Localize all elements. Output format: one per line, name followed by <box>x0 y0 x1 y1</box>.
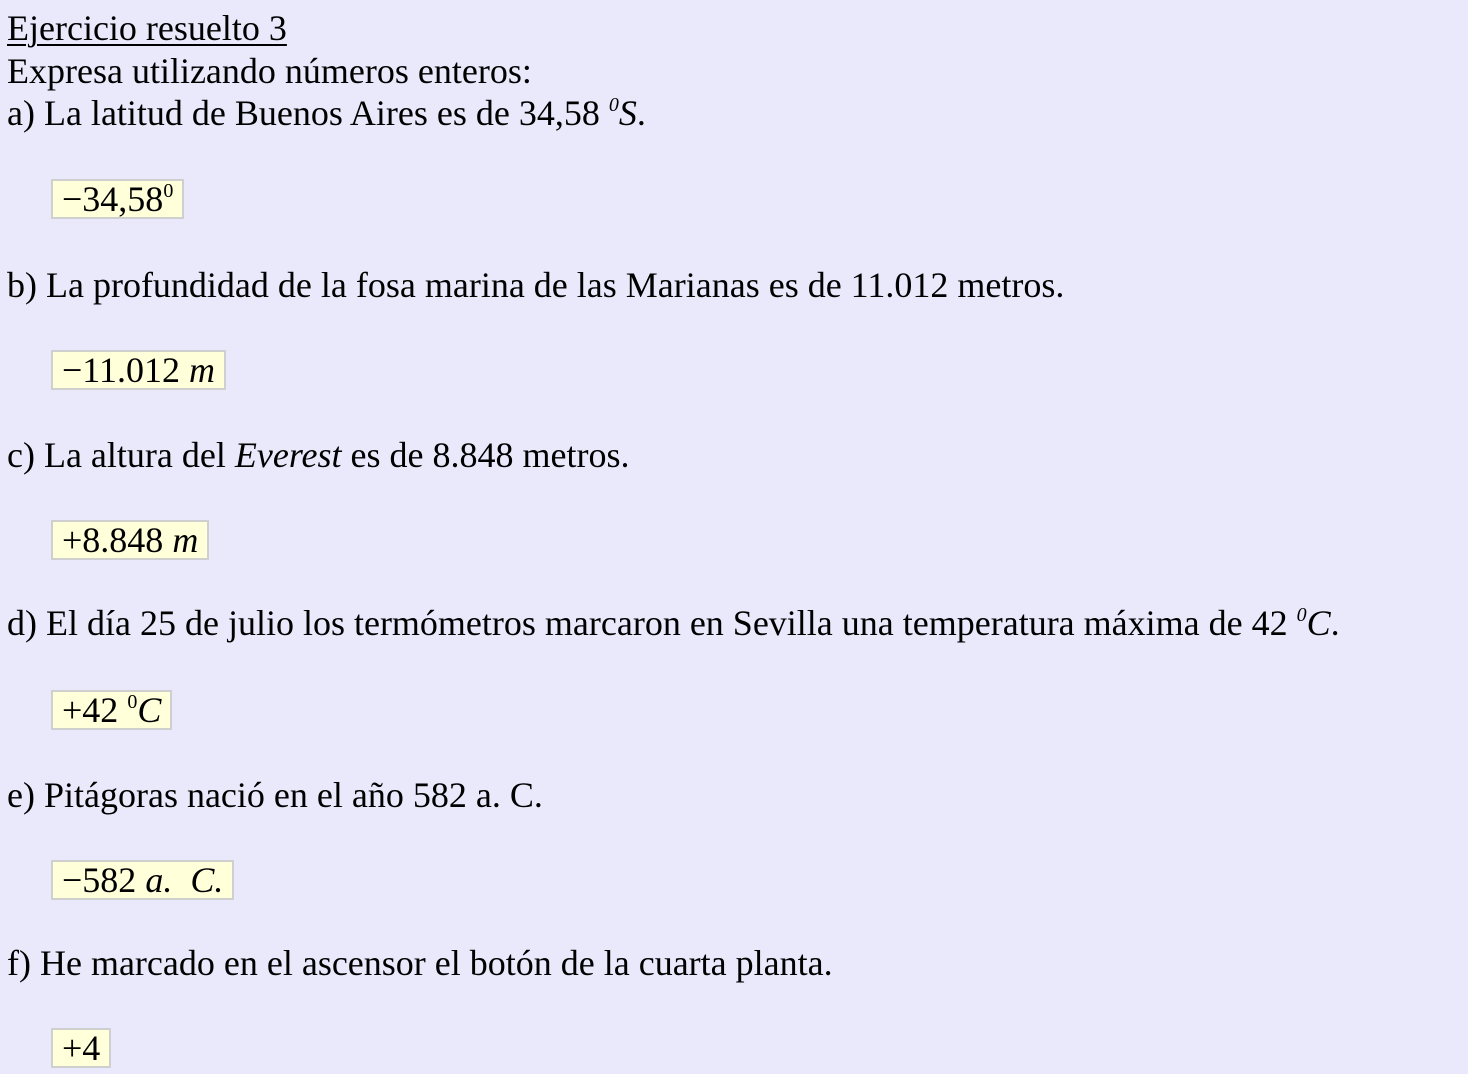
question-c-text: c) La altura del <box>7 435 235 475</box>
answer-d-degree: 0 <box>127 691 138 713</box>
answer-d-unit: C <box>137 690 162 730</box>
question-a <box>7 93 646 133</box>
answer-c-unit: m <box>172 520 199 560</box>
answer-b-unit: m <box>188 350 215 390</box>
question-d-period: . <box>1330 603 1340 643</box>
question-c <box>7 435 629 475</box>
question-a-period: . <box>636 93 646 133</box>
exercise-title: Ejercicio resuelto 3 <box>7 8 287 48</box>
question-d-unit: C <box>1306 603 1331 643</box>
question-d-text: d) El día 25 de julio los termómetros marcaron en Sevilla una temperatura máxima de 42 <box>7 603 1297 643</box>
answer-a-degree: 0 <box>163 180 174 202</box>
answer-c <box>51 520 209 560</box>
answer-e <box>51 860 234 900</box>
answer-f-value: +4 <box>62 1028 101 1068</box>
question-e: e) Pitágoras nació en el año 582 a. C. <box>7 775 543 815</box>
answer-f <box>51 1028 111 1068</box>
answer-a-value: −34,58 <box>62 179 164 219</box>
exercise-intro: Expresa utilizando números enteros: <box>7 51 532 91</box>
question-a-unit: S <box>618 93 637 133</box>
question-f: f) He marcado en el ascensor el botón de la cuarta planta. <box>7 943 833 983</box>
question-d <box>7 603 1340 643</box>
question-c-suffix: es de 8.848 metros. <box>341 435 630 475</box>
answer-d-value: +42 <box>62 690 128 730</box>
answer-e-unit: a. C. <box>145 860 224 900</box>
answer-a <box>51 179 184 219</box>
question-c-emphasis: Everest <box>234 435 342 475</box>
question-b: b) La profundidad de la fosa marina de las Marianas es de 11.012 metros. <box>7 265 1065 305</box>
answer-c-value: +8.848 <box>62 520 173 560</box>
question-a-degree: 0 <box>608 94 619 116</box>
answer-b-value: −11.012 <box>62 350 189 390</box>
answer-e-value: −582 <box>62 860 146 900</box>
question-d-degree: 0 <box>1296 604 1307 626</box>
question-a-text: a) La latitud de Buenos Aires es de 34,58 <box>7 93 609 133</box>
answer-d <box>51 690 172 730</box>
answer-b <box>51 350 226 390</box>
